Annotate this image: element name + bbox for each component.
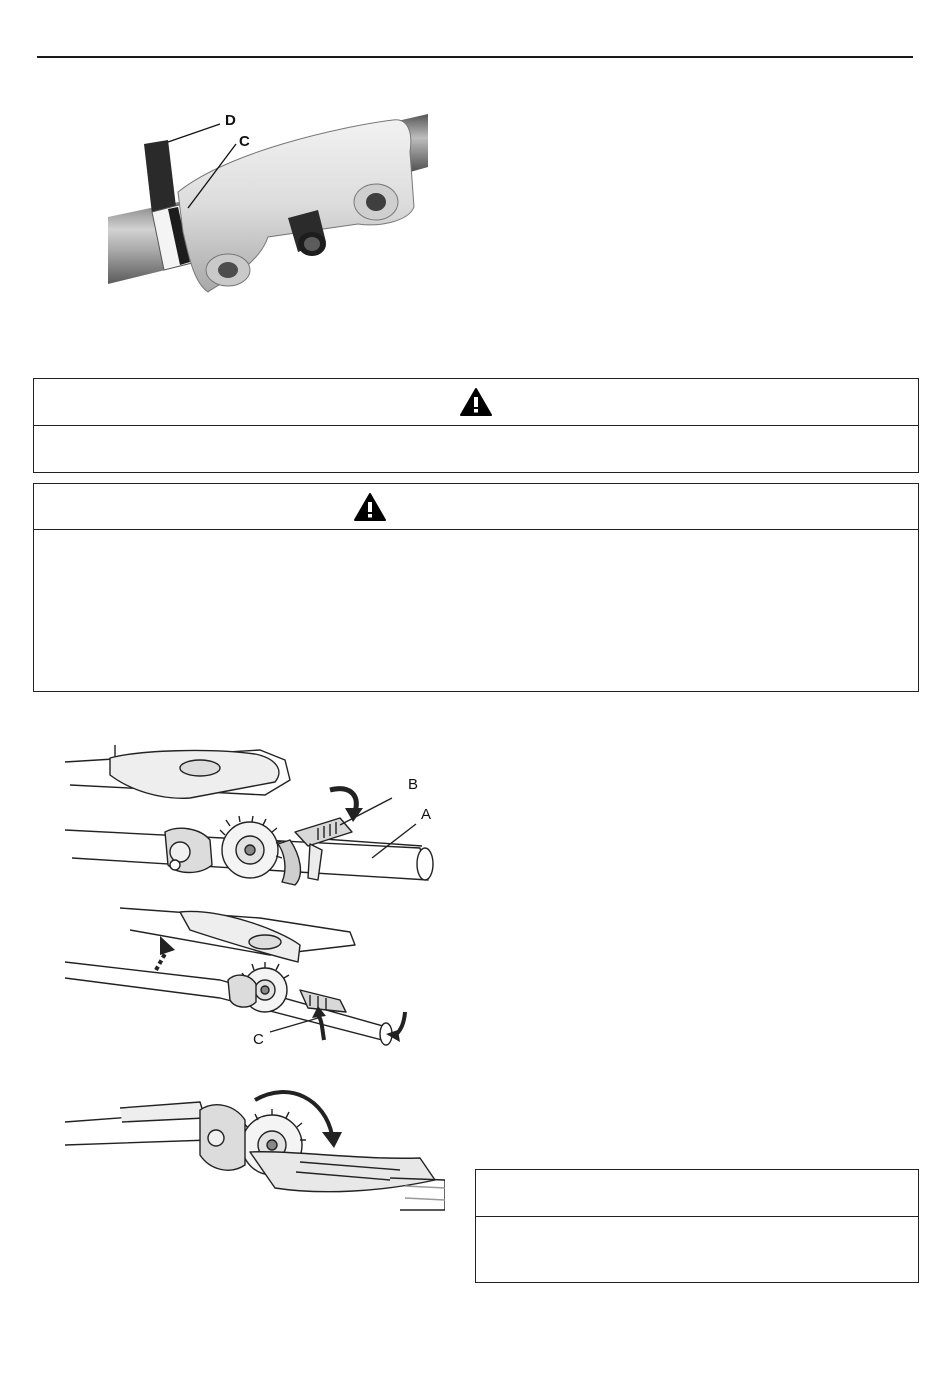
warning-box-2-body [34, 530, 918, 550]
warning-box-1-header [34, 379, 918, 426]
header-rule [37, 56, 913, 58]
note-box-body [476, 1217, 918, 1237]
warning-box-2 [33, 483, 919, 692]
callout-label-c: C [239, 133, 250, 150]
callout-label-d: D [225, 112, 236, 129]
warning-triangle-icon [459, 387, 493, 417]
callout-label-c-lower: C [253, 1031, 264, 1048]
shaft-coupling-illustration [108, 112, 428, 297]
figure-gearbox-sequence [60, 740, 445, 1220]
gearbox-sequence-illustration [60, 740, 445, 1220]
figure-shaft-coupling-photo [108, 112, 428, 297]
callout-label-a: A [421, 806, 432, 823]
warning-triangle-icon [353, 492, 387, 522]
warning-box-1 [33, 378, 919, 473]
note-box [475, 1169, 919, 1283]
callout-label-b: B [408, 776, 419, 793]
warning-box-1-body [34, 426, 918, 446]
warning-box-2-header [34, 484, 918, 530]
note-box-header [476, 1170, 918, 1217]
